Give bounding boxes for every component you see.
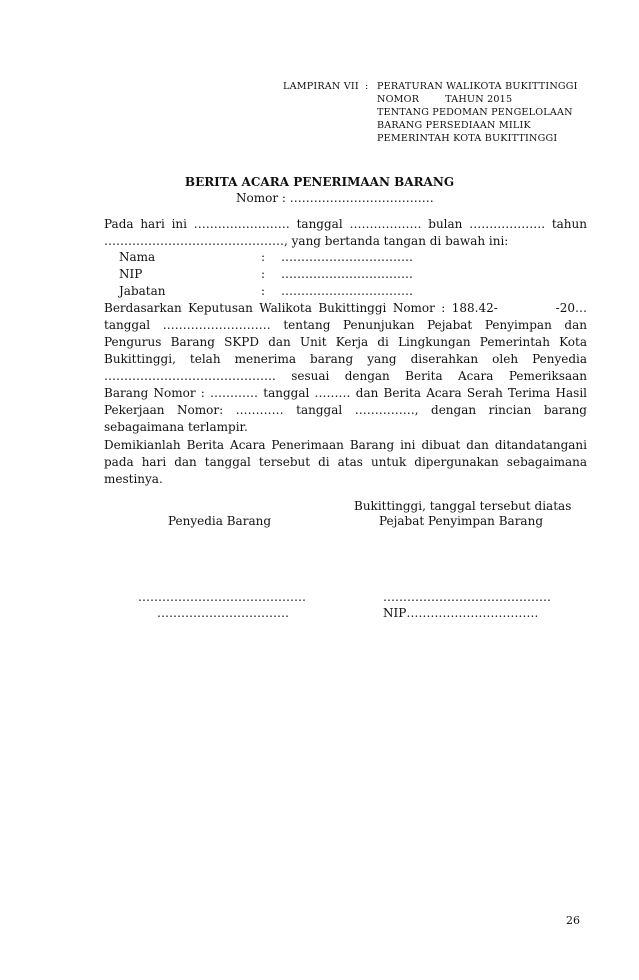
closing-paragraph [104,437,587,488]
paragraph-line: Pengurus Barang SKPD dan Unit Kerja di Lingkungan Pemerintah Kota [104,335,587,349]
opening-paragraph [104,216,587,250]
field-blank-nama: …………………………… [281,250,413,264]
body-paragraph [104,300,587,436]
page-number: 26 [566,914,580,927]
left-signature-name: …………………………………… [138,590,306,604]
lampiran-line: TENTANG PEDOMAN PENGELOLAAN [377,107,573,118]
field-label-nip: NIP [119,267,143,281]
paragraph-line: ……………………………………. sesuai dengan Berita Acara Pemeriksaan [104,369,587,383]
lampiran-label: LAMPIRAN VII [283,81,359,92]
paragraph-line: Demikianlah Berita Acara Penerimaan Barang ini dibuat dan ditandatangani [104,438,587,452]
lampiran-line: NOMOR TAHUN 2015 [377,94,513,105]
field-blank-jabatan: …………………………… [281,284,413,298]
paragraph-line: Pekerjaan Nomor: ………… tanggal ……………, dengan rincian barang [104,403,587,417]
paragraph-line: Bukittinggi, telah menerima barang yang diserahkan oleh Penyedia [104,352,587,366]
field-colon: : [261,250,266,264]
paragraph-line: Barang Nomor : ………… tanggal ……… dan Berita Acara Serah Terima Hasil [104,386,587,400]
field-colon: : [261,267,266,281]
paragraph-line: mestinya. [104,472,163,486]
left-signature-id: …………………………… [157,606,289,620]
paragraph-line: tanggal ……………………… tentang Penunjukan Pejabat Penyimpan dan [104,318,587,332]
paragraph-line: Berdasarkan Keputusan Walikota Bukittinggi Nomor : 188.42- -20… [104,301,587,315]
place-date: Bukittinggi, tanggal tersebut diatas [354,499,572,513]
right-signature-name: …………………………………… [383,590,551,604]
lampiran-line: BARANG PERSEDIAAN MILIK [377,120,531,131]
lampiran-colon: : [365,81,369,92]
field-blank-nip: …………………………… [281,267,413,281]
paragraph-line: Pada hari ini …………………… tanggal ……………… bulan ………………. tahun [104,217,587,231]
lampiran-reference [377,80,578,145]
field-colon: : [261,284,266,298]
paragraph-line: pada hari dan tanggal tersebut di atas untuk dipergunakan sebagaimana [104,455,587,469]
lampiran-line: PEMERINTAH KOTA BUKITTINGGI [377,133,558,144]
left-signatory-role: Penyedia Barang [168,514,272,528]
lampiran-line: PERATURAN WALIKOTA BUKITTINGGI [377,81,578,92]
document-number: Nomor : ……………………………… [236,191,434,205]
right-signature-nip: NIP…………………………… [383,606,539,620]
field-label-nama: Nama [119,250,156,264]
document-title: BERITA ACARA PENERIMAAN BARANG [184,175,455,189]
right-signatory-role: Pejabat Penyimpan Barang [379,514,543,528]
field-label-jabatan: Jabatan [119,284,166,298]
paragraph-line: ………………………………………, yang bertanda tangan di bawah ini: [104,234,509,248]
paragraph-line: sebagaimana terlampir. [104,420,248,434]
